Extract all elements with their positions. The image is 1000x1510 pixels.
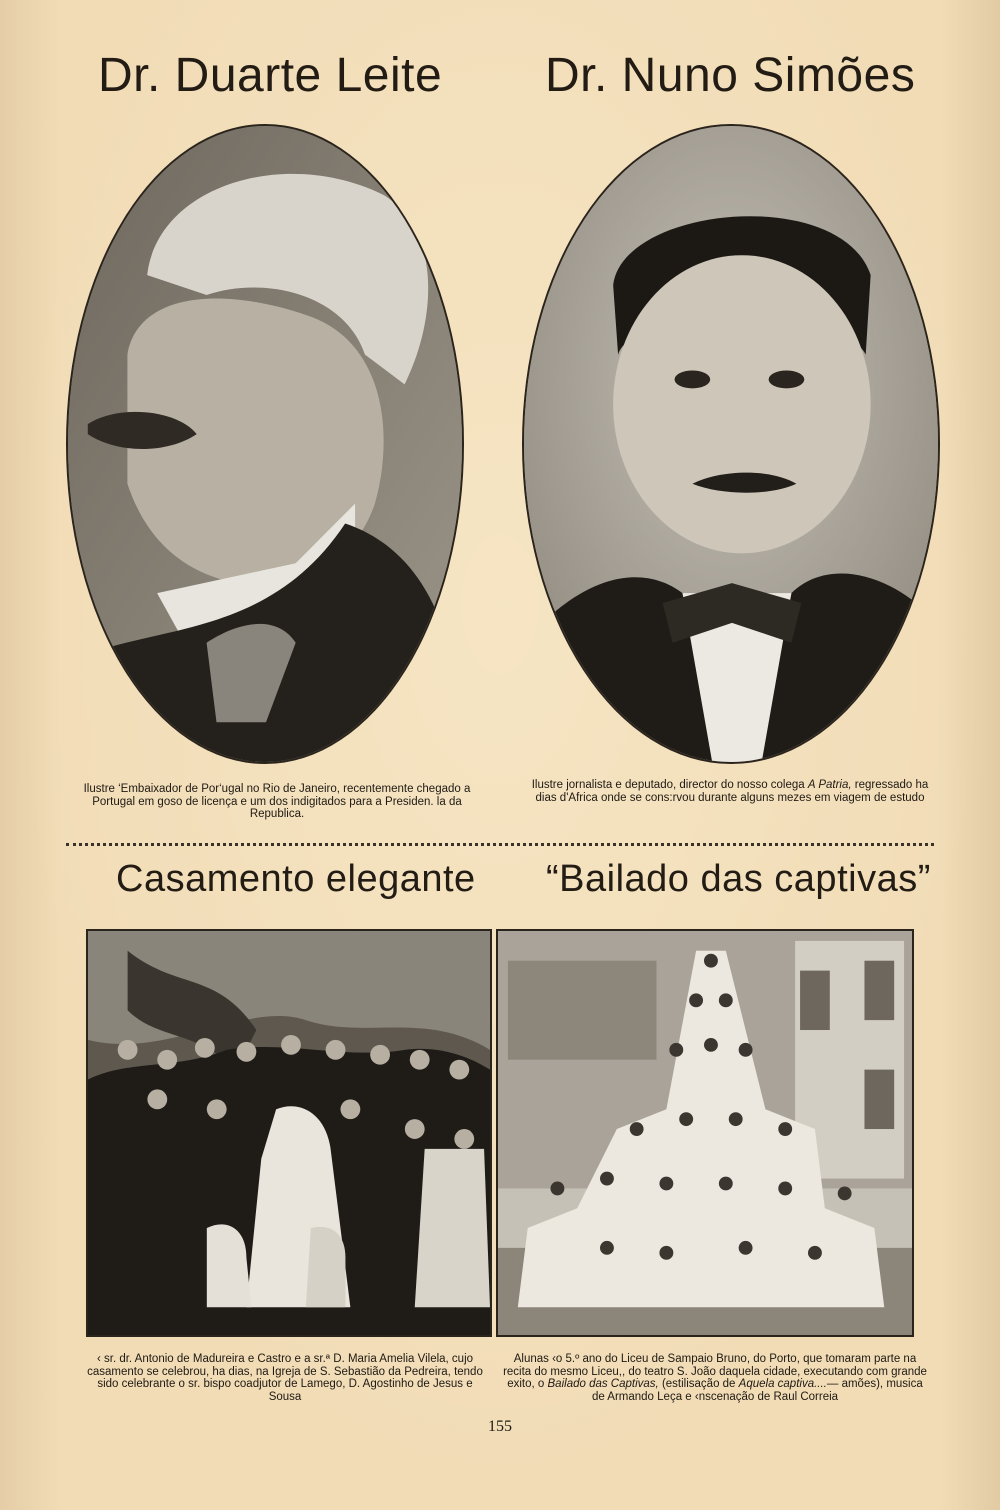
caption-bailado-part-a: Alunas ‹o 5.º ano do Liceu de Sampaio Bruno, do Porto, que tomaram parte na recita do mesmo Liceu,, do teatro S. João daquela cidade, executando com grande exito, o bbox=[503, 1353, 927, 1390]
caption-bailado-title: Bailado das Captivas, bbox=[547, 1378, 659, 1390]
dotted-divider bbox=[66, 843, 934, 846]
caption-nuno-part-a: Ilustre jornalista e deputado, director do nosso colega bbox=[531, 779, 808, 791]
caption-nuno-simoes bbox=[520, 779, 940, 804]
headline-casamento-elegante: Casamento elegante bbox=[116, 858, 476, 900]
caption-bailado-part-b: (estilisação de bbox=[658, 1378, 739, 1390]
photo-wedding-group bbox=[86, 929, 492, 1337]
headline-nuno-simoes: Dr. Nuno Simões bbox=[545, 49, 916, 102]
caption-bailado-part-c: — amões), musica de Armando Leça e ‹nscenação de Raul Correia bbox=[591, 1378, 923, 1403]
page-number: 155 bbox=[488, 1418, 512, 1435]
headline-bailado-das-captivas: “Bailado das captivas” bbox=[546, 858, 931, 900]
portrait-duarte-leite bbox=[66, 124, 464, 764]
caption-duarte-leite: Ilustre ‘Embaixador de Por‘ugal no Rio de Janeiro, recentemente chegado a Portugal em goso de licença e um dos indigitados para a Presiden. la da Republica. bbox=[83, 783, 471, 820]
caption-bailado-source: Aquela captiva.... bbox=[738, 1378, 827, 1390]
caption-bailado bbox=[500, 1353, 930, 1403]
headline-duarte-leite: Dr. Duarte Leite bbox=[98, 49, 443, 102]
caption-casamento: ‹ sr. dr. Antonio de Madureira e Castro e a sr.ª D. Maria Amelia Vilela, cujo casamento se celebrou, ha dias, na Igreja de S. Sebastião da Pedreira, tendo sido celebrante o sr. bispo coadjutor de Lamego, D. Agostinho de Jesus e Sousa bbox=[87, 1353, 483, 1403]
caption-nuno-publication: A Patria, bbox=[807, 779, 852, 791]
caption-nuno-part-b: regressado ha dias d'Africa onde se cons:rvou durante alguns mezes em viagem de estudo bbox=[535, 779, 929, 804]
portrait-nuno-simoes bbox=[522, 124, 940, 764]
photo-bailado-das-captivas bbox=[496, 929, 914, 1337]
